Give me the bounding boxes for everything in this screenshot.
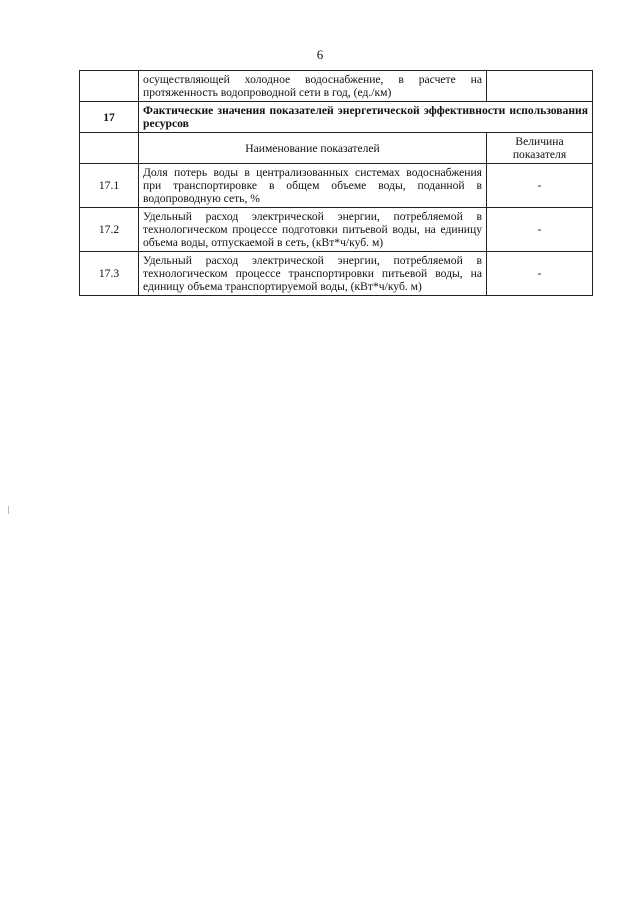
row-indicator-name: Доля потерь воды в централизованных системах водоснабжения при транспортировке в общем объеме воды, поданной в водопроводную сеть, % xyxy=(139,164,487,208)
row-number: 17.1 xyxy=(80,164,139,208)
header-row xyxy=(80,133,593,164)
indicators-table xyxy=(79,70,593,296)
table-row xyxy=(80,208,593,252)
header-value-cell: Величина показателя xyxy=(487,133,593,164)
row-number: 17.3 xyxy=(80,252,139,296)
continuation-value-cell xyxy=(487,71,593,102)
table-row xyxy=(80,164,593,208)
row-indicator-value: - xyxy=(487,208,593,252)
section-number: 17 xyxy=(80,102,139,133)
continuation-num-cell xyxy=(80,71,139,102)
page-number: 6 xyxy=(316,47,324,62)
row-indicator-value: - xyxy=(487,252,593,296)
continuation-text-cell: осуществляющей холодное водоснабжение, в расчете на протяженность водопроводной сети в год, (ед./км) xyxy=(139,71,487,102)
table-row xyxy=(80,252,593,296)
header-name-cell: Наименование показателей xyxy=(139,133,487,164)
section-title: Фактические значения показателей энергетической эффективности использования ресурсов xyxy=(139,102,593,133)
header-num-cell xyxy=(80,133,139,164)
section-row xyxy=(80,102,593,133)
row-number: 17.2 xyxy=(80,208,139,252)
scan-margin-mark xyxy=(8,506,9,514)
continuation-row xyxy=(80,71,593,102)
row-indicator-name: Удельный расход электрической энергии, потребляемой в технологическом процессе транспортировки питьевой воды, на единицу объема транспортируемой воды, (кВт*ч/куб. м) xyxy=(139,252,487,296)
row-indicator-name: Удельный расход электрической энергии, потребляемой в технологическом процессе подготовки питьевой воды, на единицу объема воды, отпускаемой в сеть, (кВт*ч/куб. м) xyxy=(139,208,487,252)
row-indicator-value: - xyxy=(487,164,593,208)
